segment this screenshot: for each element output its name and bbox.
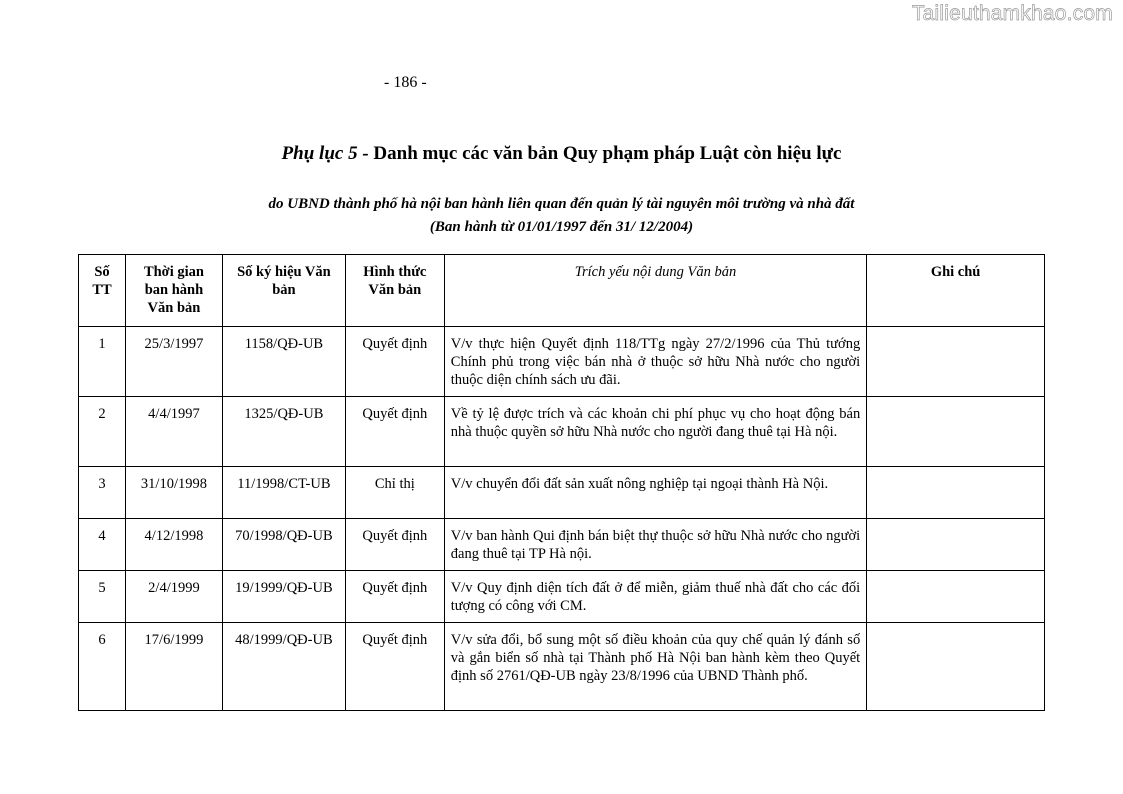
- cell-note: [867, 467, 1045, 519]
- table-row: [79, 519, 1045, 571]
- table-header-row: [79, 255, 1045, 327]
- cell-code: 1158/QĐ-UB: [222, 327, 345, 397]
- cell-type: Quyết định: [345, 623, 444, 711]
- header-date: Thời gian ban hành Văn bản: [125, 255, 222, 327]
- cell-type: Quyết định: [345, 571, 444, 623]
- cell-stt: 4: [79, 519, 126, 571]
- subtitle-line-1: do UBND thành phố hà nội ban hành liên quan đến quản lý tài nguyên môi trường và nhà đất: [268, 196, 855, 212]
- cell-date: 25/3/1997: [125, 327, 222, 397]
- cell-date: 4/4/1997: [125, 397, 222, 467]
- cell-summary: V/v Quy định diện tích đất ở để miễn, giảm thuế nhà đất cho các đối tượng có công với CM.: [444, 571, 866, 623]
- documents-table: [78, 254, 1045, 711]
- cell-note: [867, 519, 1045, 571]
- cell-type: Quyết định: [345, 327, 444, 397]
- cell-date: 17/6/1999: [125, 623, 222, 711]
- cell-summary: V/v chuyển đổi đất sản xuất nông nghiệp tại ngoại thành Hà Nội.: [444, 467, 866, 519]
- header-summary: Trích yếu nội dung Văn bản: [444, 255, 866, 327]
- table-row: [79, 571, 1045, 623]
- cell-code: 1325/QĐ-UB: [222, 397, 345, 467]
- cell-summary: V/v sửa đổi, bổ sung một số điều khoản của quy chế quản lý đánh số và gắn biển số nhà tại Thành phố Hà Nội ban hành kèm theo Quyết định số 2761/QĐ-UB ngày 23/8/1996 của UBND Thành phố.: [444, 623, 866, 711]
- cell-date: 2/4/1999: [125, 571, 222, 623]
- cell-stt: 6: [79, 623, 126, 711]
- cell-stt: 3: [79, 467, 126, 519]
- cell-type: Chỉ thị: [345, 467, 444, 519]
- title-prefix: Phụ lục 5 -: [281, 143, 369, 164]
- table-row: [79, 397, 1045, 467]
- cell-note: [867, 623, 1045, 711]
- subtitle-line-2: (Ban hành từ 01/01/1997 đến 31/ 12/2004): [429, 219, 694, 235]
- header-note: Ghi chú: [867, 255, 1045, 327]
- page-number: - 186 -: [384, 74, 427, 91]
- cell-summary: V/v ban hành Qui định bán biệt thự thuộc sở hữu Nhà nước cho người đang thuê tại TP Hà nội.: [444, 519, 866, 571]
- cell-stt: 1: [79, 327, 126, 397]
- cell-code: 19/1999/QĐ-UB: [222, 571, 345, 623]
- watermark: Tailieuthamkhao.com: [911, 2, 1113, 25]
- cell-date: 4/12/1998: [125, 519, 222, 571]
- page-title: [0, 143, 1123, 165]
- cell-type: Quyết định: [345, 519, 444, 571]
- cell-type: Quyết định: [345, 397, 444, 467]
- header-type: Hình thức Văn bản: [345, 255, 444, 327]
- cell-summary: Về tỷ lệ được trích và các khoản chi phí phục vụ cho hoạt động bán nhà thuộc quyền sở hữu Nhà nước cho người đang thuê tại Hà nội.: [444, 397, 866, 467]
- cell-stt: 2: [79, 397, 126, 467]
- table-row: [79, 623, 1045, 711]
- cell-stt: 5: [79, 571, 126, 623]
- cell-summary: V/v thực hiện Quyết định 118/TTg ngày 27/2/1996 của Thủ tướng Chính phủ trong việc bán nhà ở thuộc sở hữu Nhà nước cho người thuộc diện chính sách ưu đãi.: [444, 327, 866, 397]
- cell-note: [867, 571, 1045, 623]
- cell-date: 31/10/1998: [125, 467, 222, 519]
- cell-note: [867, 327, 1045, 397]
- cell-note: [867, 397, 1045, 467]
- table-row: [79, 467, 1045, 519]
- header-code: Số ký hiệu Văn bản: [222, 255, 345, 327]
- cell-code: 11/1998/CT-UB: [222, 467, 345, 519]
- cell-code: 70/1998/QĐ-UB: [222, 519, 345, 571]
- cell-code: 48/1999/QĐ-UB: [222, 623, 345, 711]
- table-row: [79, 327, 1045, 397]
- header-stt: Số TT: [79, 255, 126, 327]
- title-text: Danh mục các văn bản Quy phạm pháp Luật còn hiệu lực: [368, 143, 842, 164]
